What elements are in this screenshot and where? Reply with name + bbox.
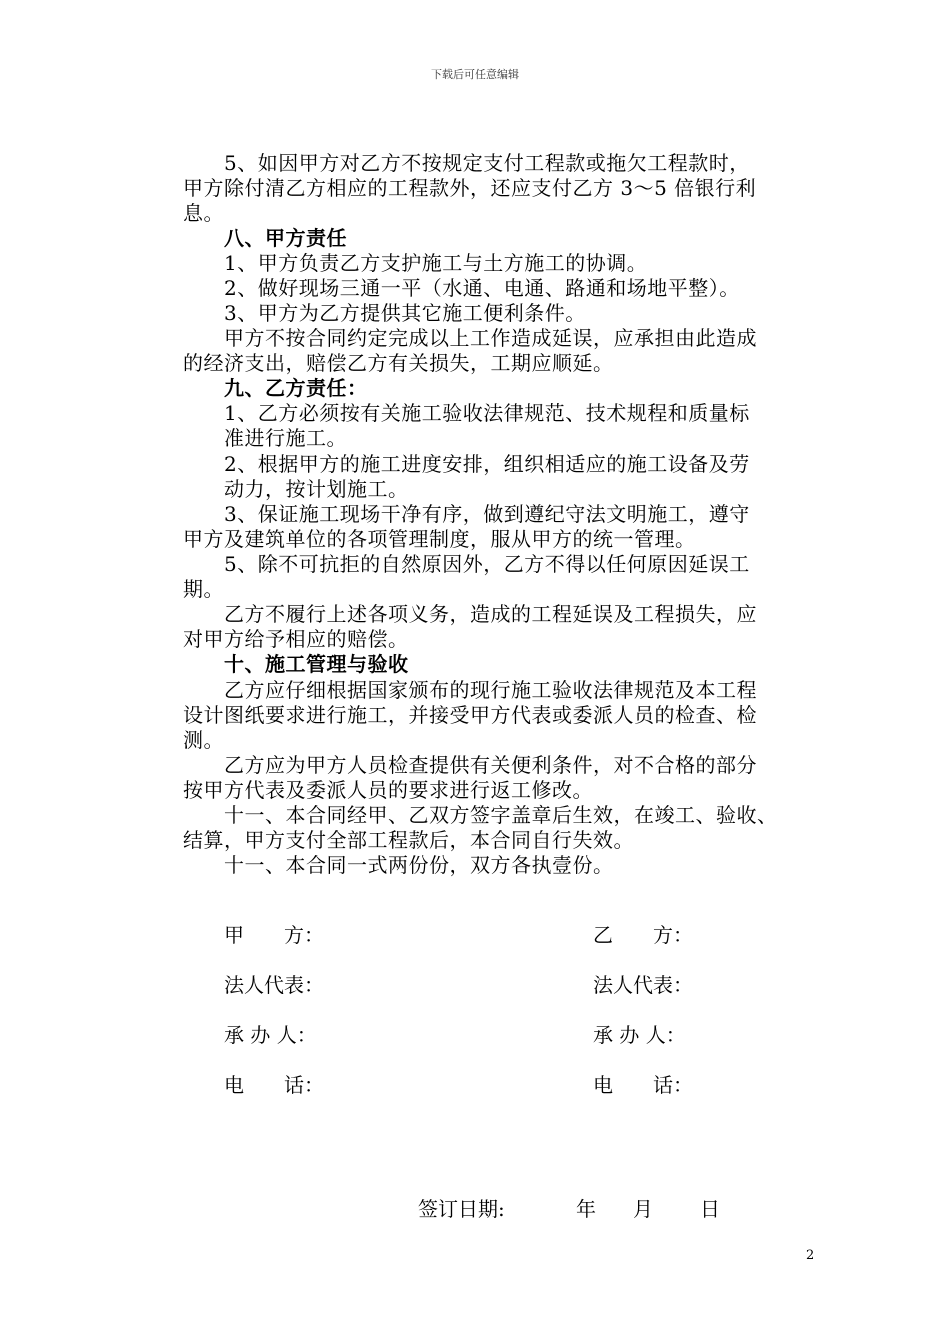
clause-9-3-line-1: 3、保证施工现场干净有序，做到遵纪守法文明施工，遵守 [224, 502, 750, 526]
phone-a-label: 电 话： [224, 1073, 324, 1097]
legal-rep-b-label: 法人代表： [593, 973, 693, 997]
sign-date-year: 年 [576, 1197, 596, 1221]
clause-9-1-line-1: 1、乙方必须按有关施工验收法律规范、技术规程和质量标 [224, 401, 750, 425]
section-10-heading: 十、施工管理与验收 [224, 652, 409, 676]
party-a-label: 甲 方： [224, 923, 324, 947]
clause-7-5-line-2: 甲方除付清乙方相应的工程款外，还应支付乙方 3～5 倍银行利 [183, 176, 757, 200]
section-11-line-2: 结算，甲方支付全部工程款后，本合同自行失效。 [183, 828, 634, 852]
clause-8-2: 2、做好现场三通一平（水通、电通、路通和场地平整）。 [224, 276, 740, 300]
section-11-line-1: 十一、本合同经甲、乙双方签字盖章后生效，在竣工、验收、 [224, 803, 778, 827]
handler-a-label: 承 办 人： [224, 1023, 317, 1047]
clause-10-p1-line-3: 测。 [183, 728, 224, 752]
clause-9-3-line-2: 甲方及建筑单位的各项管理制度，服从甲方的统一管理。 [183, 527, 696, 551]
clause-9-2-line-1: 2、根据甲方的施工进度安排，组织相适应的施工设备及劳 [224, 452, 750, 476]
section-11b-line: 十一、本合同一式两份份，双方各执壹份。 [224, 853, 614, 877]
page-number: 2 [806, 1248, 815, 1263]
handler-b-label: 承 办 人： [593, 1023, 686, 1047]
sign-date-month: 月 [633, 1197, 653, 1221]
section-8-heading: 八、甲方责任 [224, 226, 347, 250]
clause-8-3: 3、甲方为乙方提供其它施工便利条件。 [224, 301, 586, 325]
clause-10-p2-line-2: 按甲方代表及委派人员的要求进行返工修改。 [183, 778, 593, 802]
clause-7-5-line-1: 5、如因甲方对乙方不按规定支付工程款或拖欠工程款时， [224, 151, 750, 175]
clause-10-p1-line-2: 设计图纸要求进行施工，并接受甲方代表或委派人员的检查、检 [183, 703, 757, 727]
clause-10-p2-line-1: 乙方应为甲方人员检查提供有关便利条件，对不合格的部分 [224, 753, 757, 777]
clause-8-1: 1、甲方负责乙方支护施工与土方施工的协调。 [224, 251, 648, 275]
clause-8-note-line-1: 甲方不按合同约定完成以上工作造成延误，应承担由此造成 [224, 326, 757, 350]
legal-rep-a-label: 法人代表： [224, 973, 324, 997]
clause-9-1-line-2: 准进行施工。 [224, 426, 347, 450]
clause-7-5-line-3: 息。 [183, 201, 224, 225]
clause-9-5-line-1: 5、除不可抗拒的自然原因外，乙方不得以任何原因延误工 [224, 552, 750, 576]
clause-9-note-line-1: 乙方不履行上述各项义务，造成的工程延误及工程损失，应 [224, 602, 757, 626]
sign-date-label: 签订日期: [418, 1197, 505, 1221]
clause-10-p1-line-1: 乙方应仔细根据国家颁布的现行施工验收法律规范及本工程 [224, 678, 757, 702]
party-b-label: 乙 方： [593, 923, 693, 947]
phone-b-label: 电 话： [593, 1073, 693, 1097]
clause-9-5-line-2: 期。 [183, 577, 224, 601]
clause-9-2-line-2: 动力，按计划施工。 [224, 477, 409, 501]
clause-9-note-line-2: 对甲方给予相应的赔偿。 [183, 627, 409, 651]
sign-date-day: 日 [700, 1197, 720, 1221]
clause-8-note-line-2: 的经济支出，赔偿乙方有关损失，工期应顺延。 [183, 351, 614, 375]
page-header: 下载后可任意编辑 [431, 68, 519, 81]
section-9-heading: 九、乙方责任： [224, 376, 368, 400]
